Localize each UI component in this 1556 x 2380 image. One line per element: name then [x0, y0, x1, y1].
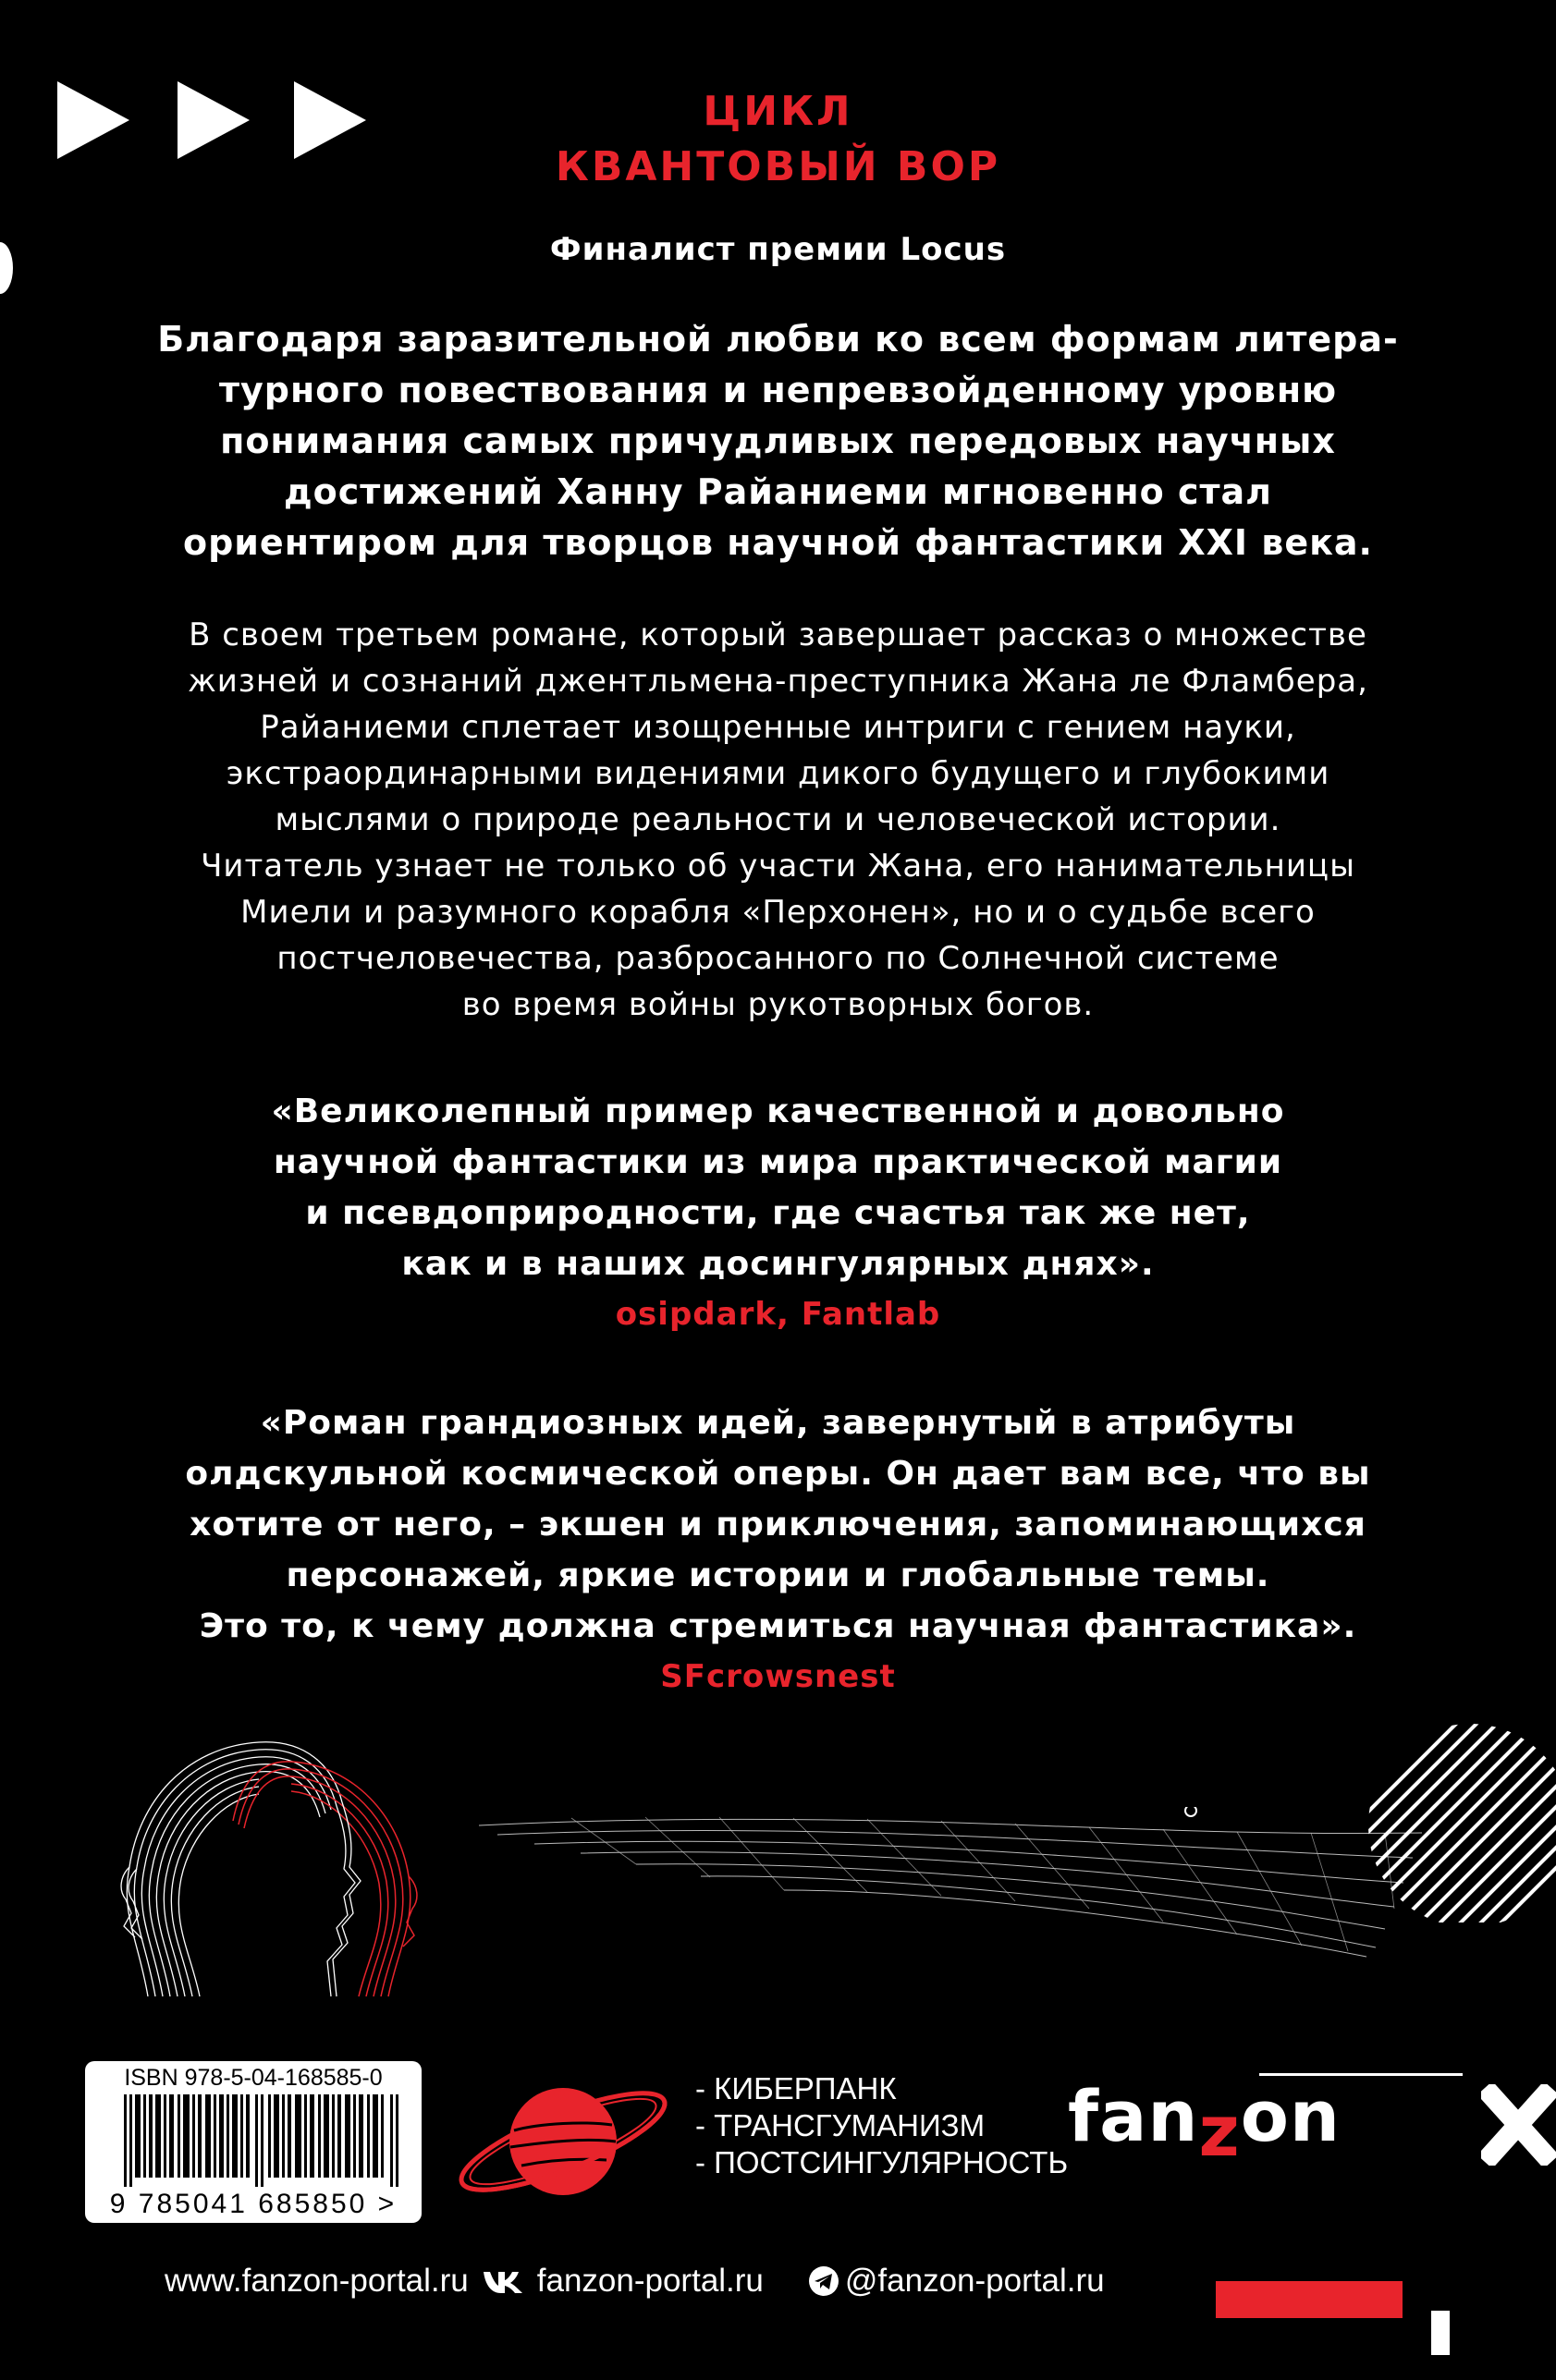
isbn-digits: 9 785041 685850 >	[109, 2189, 398, 2219]
logo-z: z	[1198, 2090, 1241, 2172]
red-accent-bar	[1216, 2281, 1403, 2318]
genre-tag: - КИБЕРПАНК	[695, 2071, 897, 2105]
synopsis-line: во время войны рукотворных богов.	[461, 986, 1095, 1023]
synopsis-line: мыслями о природе реальности и человеческой истории.	[275, 801, 1281, 838]
x-mark-icon	[1481, 2084, 1556, 2166]
footer-links	[165, 2263, 1105, 2300]
striped-circle-graphic	[1322, 1719, 1556, 1922]
wave-mesh-illustration	[479, 1807, 1422, 1959]
quote-source: osipdark, Fantlab	[615, 1296, 941, 1333]
telegram-icon	[808, 2265, 839, 2297]
synopsis-paragraph	[0, 612, 1556, 1028]
intro-paragraph	[0, 314, 1556, 568]
synopsis-line: Райаниеми сплетает изощренные интриги с гением науки,	[260, 709, 1296, 746]
logo-fan: fan	[1068, 2075, 1199, 2157]
quote-line: олдскульной космической оперы. Он дает вам все, что вы	[185, 1455, 1371, 1493]
quote-line: и псевдоприродности, где счастья так же нет,	[305, 1194, 1251, 1232]
isbn-label: ISBN 978-5-04-168585-0	[124, 2065, 383, 2091]
vk-link[interactable]: fanzon-portal.ru	[536, 2263, 764, 2299]
logo-on: on	[1240, 2075, 1342, 2157]
intro-line: достижений Ханну Райаниеми мгновенно стал	[283, 471, 1273, 512]
genre-tag: - ТРАНСГУМАНИЗМ	[695, 2108, 986, 2142]
telegram-link[interactable]: @fanzon-portal.ru	[844, 2263, 1105, 2299]
intro-line: турного повествования и непревзойденному уровню	[218, 370, 1338, 410]
synopsis-line: Миели и разумного корабля «Перхонен», но и о судьбе всего	[240, 894, 1316, 931]
synopsis-line: постчеловечества, разбросанного по Солнечной системе	[276, 940, 1280, 977]
genre-tag: - ПОСТСИНГУЛЯРНОСТЬ	[695, 2145, 1069, 2179]
quote-line: «Роман грандиозных идей, завернутый в атрибуты	[260, 1404, 1296, 1442]
quote-line: научной фантастики из мира практической магии	[273, 1143, 1283, 1181]
quote-line: как и в наших досингулярных днях».	[401, 1245, 1155, 1283]
synopsis-line: жизней и сознаний джентльмена-преступника Жана ле Фламбера,	[188, 663, 1368, 700]
quote-line: «Великолепный пример качественной и довольно	[271, 1092, 1285, 1130]
review-quote-2	[0, 1397, 1556, 1703]
series-title: КВАНТОВЫЙ ВОР	[555, 143, 1001, 190]
synopsis-line: экстраординарными видениями дикого будущего и глубокими	[226, 755, 1330, 792]
review-quote-1	[0, 1086, 1556, 1340]
genre-tags	[695, 2070, 1068, 2181]
synopsis-line: Читатель узнает не только об участи Жана, его нанимательницы	[201, 848, 1355, 885]
quote-line: хотите от него, – экшен и приключения, запоминающихся	[190, 1506, 1366, 1544]
quote-line: персонажей, яркие истории и глобальные темы.	[286, 1556, 1270, 1594]
intro-line: ориентиром для творцов научной фантастики XXI века.	[182, 522, 1373, 563]
white-accent-bar	[1431, 2311, 1450, 2355]
wireframe-heads-illustration	[111, 1728, 435, 2006]
website-link[interactable]: www.fanzon-portal.ru	[165, 2263, 469, 2299]
planet-icon	[447, 2057, 679, 2227]
vk-icon	[482, 2268, 524, 2294]
quote-line: Это то, к чему должна стремиться научная фантастика».	[199, 1607, 1357, 1645]
isbn-barcode	[85, 2061, 422, 2223]
publisher-logo	[1068, 2075, 1342, 2172]
synopsis-line: В своем третьем романе, который завершает рассказ о множестве	[189, 616, 1367, 653]
quote-source: SFcrowsnest	[660, 1658, 896, 1695]
intro-line: понимания самых причудливых передовых научных	[220, 421, 1336, 461]
series-label: ЦИКЛ	[703, 88, 853, 135]
intro-line: Благодаря заразительной любви ко всем формам литера-	[157, 319, 1399, 360]
award-line: Финалист премии Locus	[549, 231, 1007, 268]
barcode-bars	[124, 2094, 401, 2187]
